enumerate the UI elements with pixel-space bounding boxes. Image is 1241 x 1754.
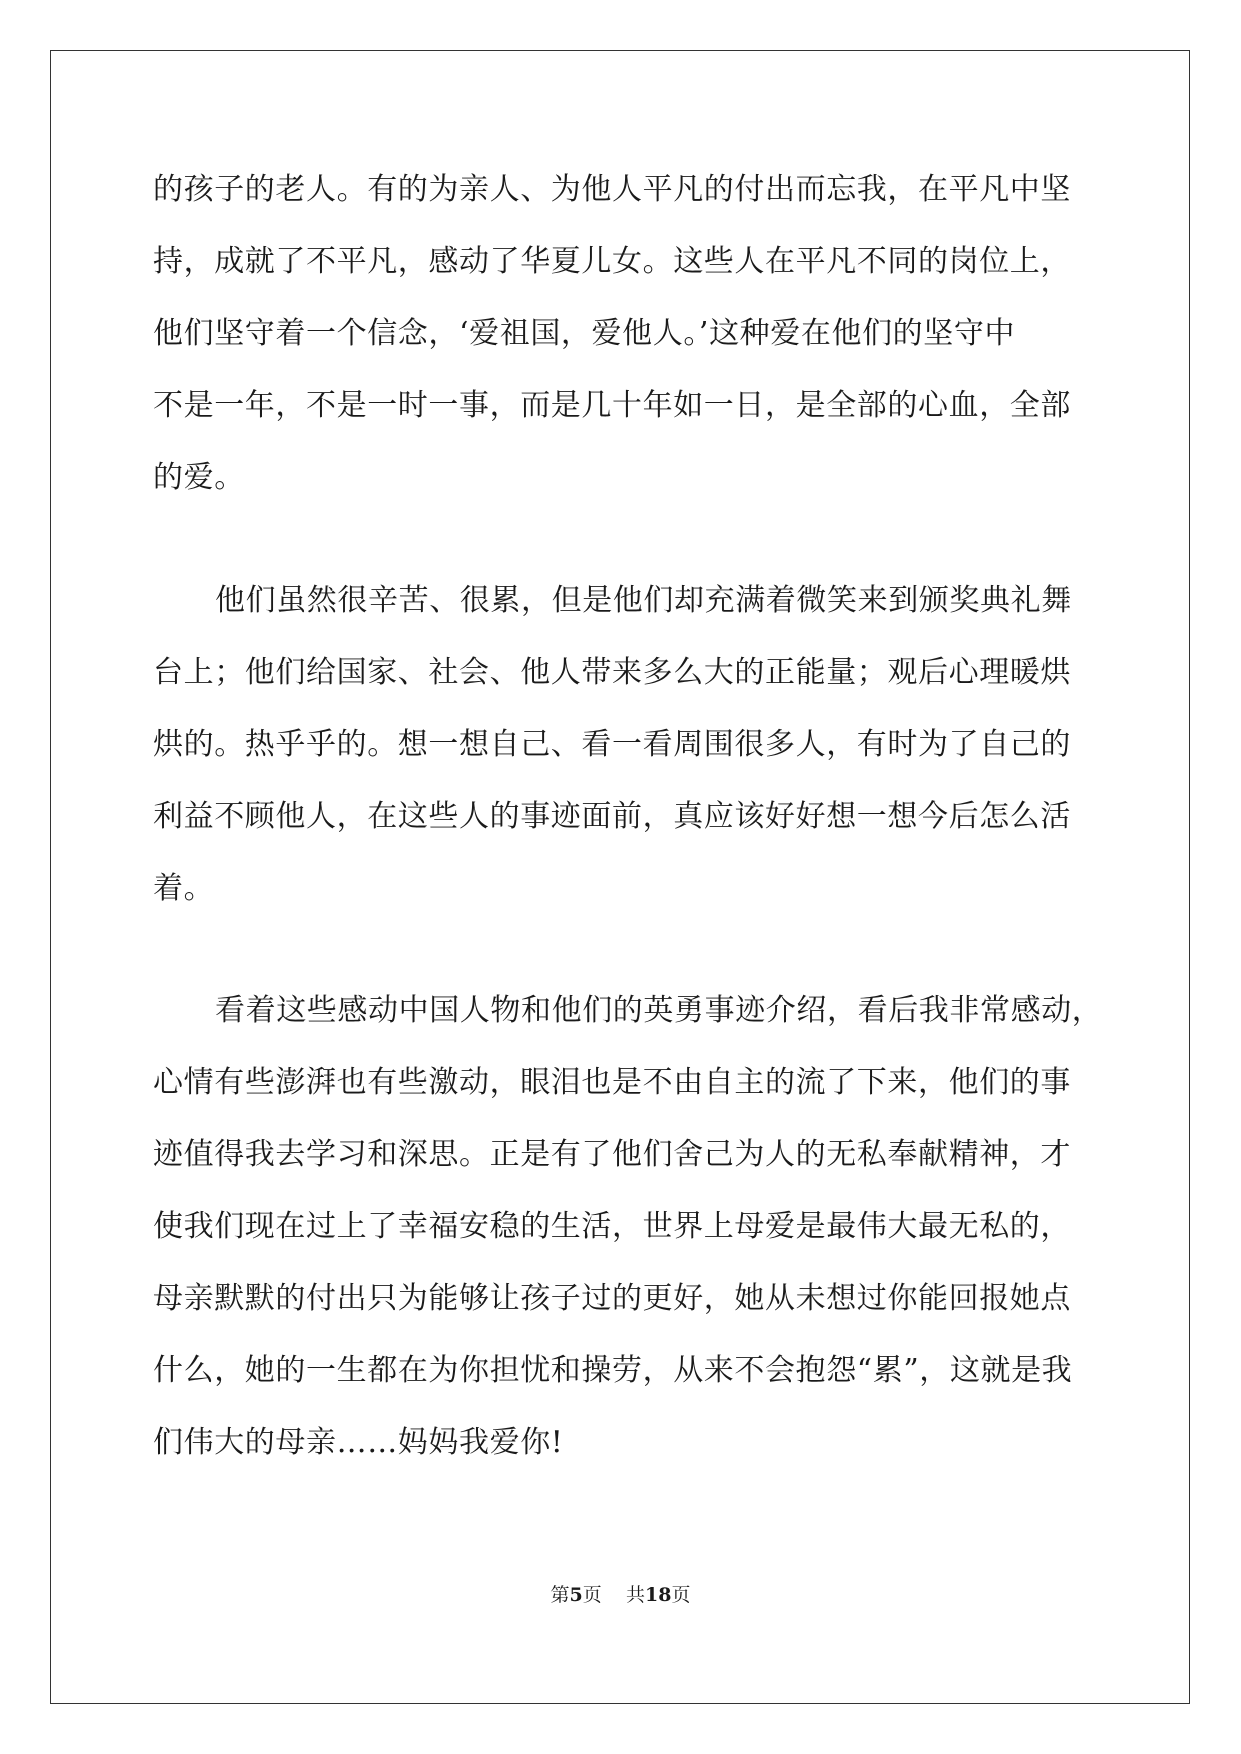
total-pages-prefix: 共 — [625, 1584, 645, 1606]
page-number-suffix: 页 — [582, 1584, 602, 1606]
body-line: 台上；他们给国家、社会、他人带来多么大的正能量；观后心理暖烘 — [153, 655, 1071, 690]
body-line: 烘的。热乎乎的。想一想自己、看一看周围很多人，有时为了自己的 — [153, 727, 1071, 762]
body-line: 们伟大的母亲……妈妈我爱你! — [153, 1425, 564, 1460]
body-line: 不是一年，不是一时一事，而是几十年如一日，是全部的心血，全部 — [153, 388, 1071, 423]
body-line: 利益不顾他人，在这些人的事迹面前，真应该好好想一想今后怎么活 — [153, 799, 1071, 834]
body-line: 的爱。 — [153, 460, 245, 495]
body-line: 什么，她的一生都在为你担忧和操劳，从来不会抱怨“累”，这就是我 — [153, 1353, 1073, 1388]
body-line: 心情有些澎湃也有些激动，眼泪也是不由自主的流了下来，他们的事 — [153, 1065, 1071, 1100]
page-number: 5 — [569, 1584, 583, 1606]
body-line: 使我们现在过上了幸福安稳的生活，世界上母爱是最伟大最无私的， — [153, 1209, 1071, 1244]
body-line: 他们虽然很辛苦、很累，但是他们却充满着微笑来到颁奖典礼舞 — [215, 583, 1072, 618]
body-line: 看着这些感动中国人物和他们的英勇事迹介绍，看后我非常感动， — [215, 993, 1103, 1028]
total-pages-suffix: 页 — [671, 1584, 691, 1606]
page-footer — [0, 1583, 1241, 1607]
body-line: 母亲默默的付出只为能够让孩子过的更好，她从未想过你能回报她点 — [153, 1281, 1071, 1316]
body-line: 着。 — [153, 871, 215, 906]
body-line: 持，成就了不平凡，感动了华夏儿女。这些人在平凡不同的岗位上， — [153, 244, 1071, 279]
body-line: 的孩子的老人。有的为亲人、为他人平凡的付出而忘我，在平凡中坚 — [153, 172, 1071, 207]
page-number-prefix: 第 — [550, 1584, 570, 1606]
body-line: 他们坚守着一个信念，‘爱祖国，爱他人。’这种爱在他们的坚守中 — [153, 316, 1016, 351]
total-pages: 18 — [644, 1584, 672, 1606]
body-line: 迹值得我去学习和深思。正是有了他们舍己为人的无私奉献精神，才 — [153, 1137, 1071, 1172]
